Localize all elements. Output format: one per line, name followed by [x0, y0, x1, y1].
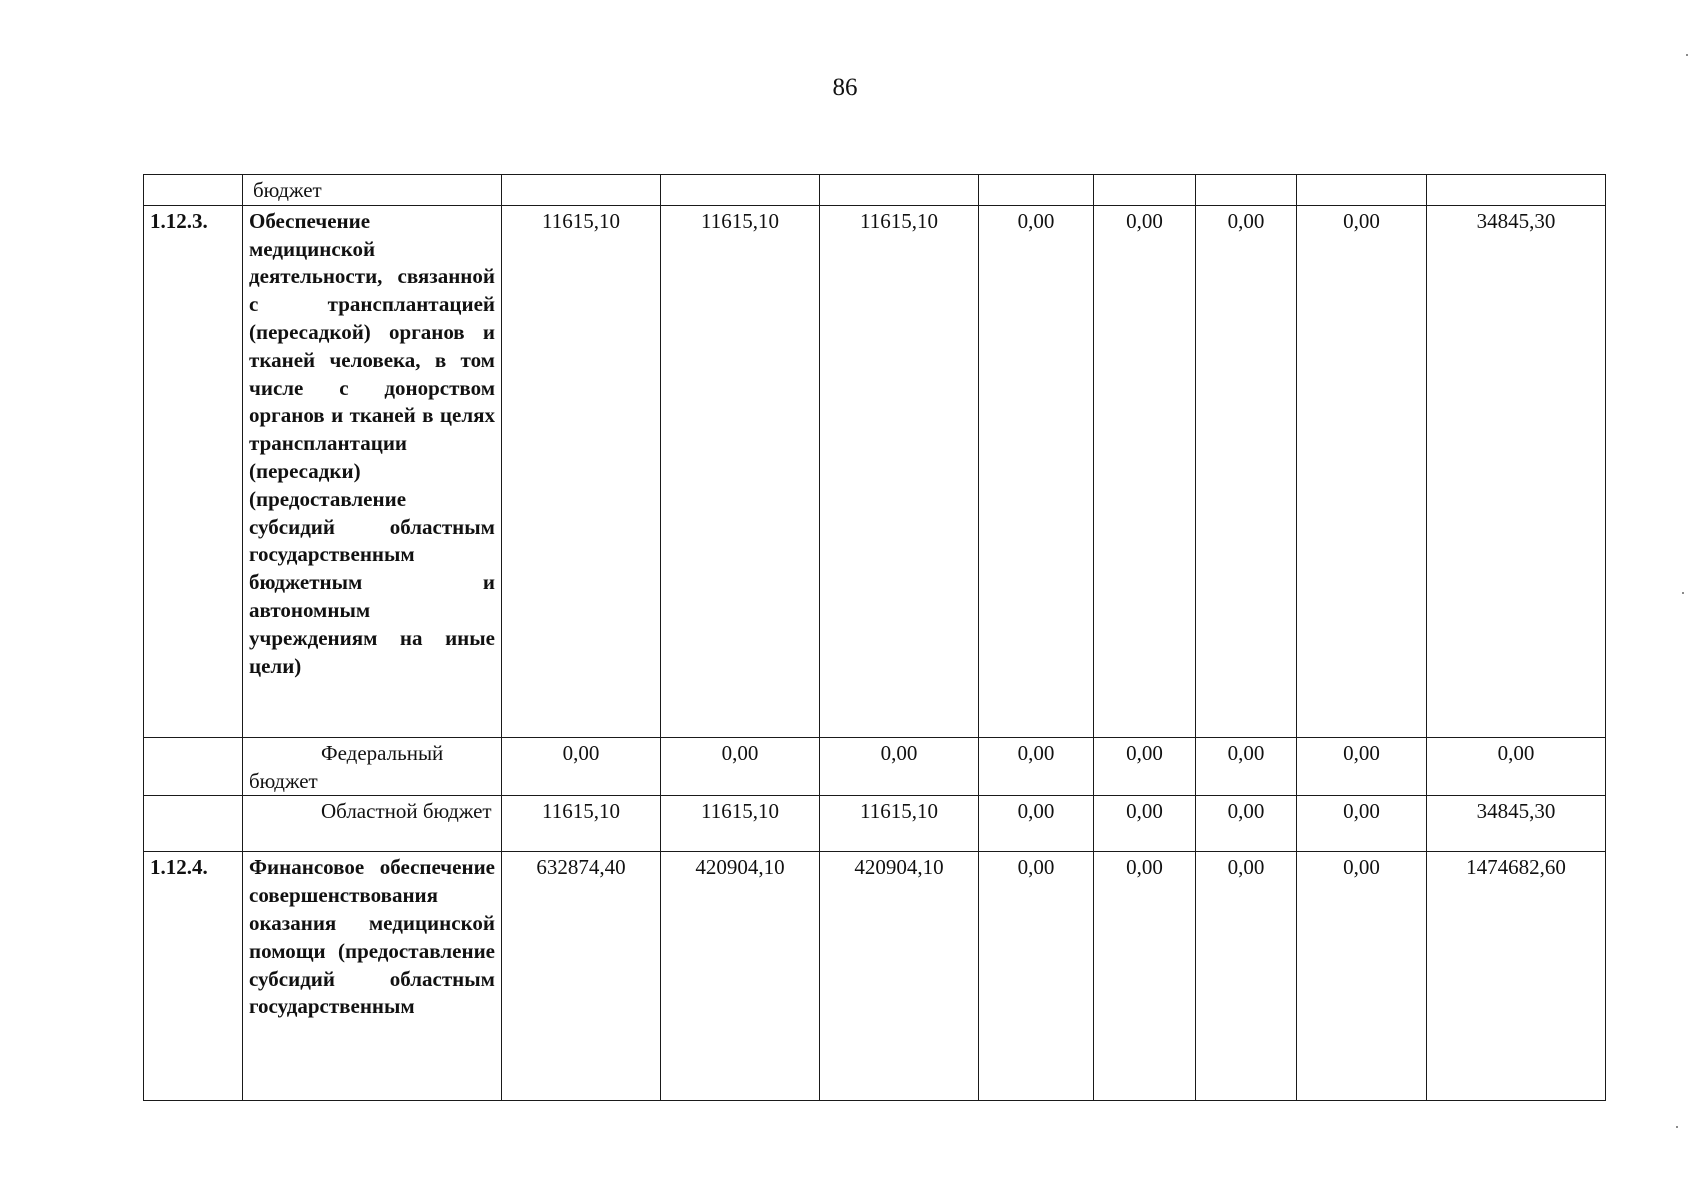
value-cell: [502, 175, 661, 206]
value-cell: 420904,10: [661, 852, 820, 1101]
row-label: Финансовое обеспечение совершенствования оказания медицинской помощи (предоставление субсидий областным государственным: [243, 852, 502, 1101]
value-cell: 0,00: [979, 205, 1094, 737]
value-cell: 1474682,60: [1427, 852, 1606, 1101]
value-cell: 0,00: [1196, 205, 1297, 737]
budget-table: [143, 174, 1606, 1101]
table-row: [144, 205, 1606, 737]
value-cell: [820, 175, 979, 206]
value-cell: 0,00: [1094, 205, 1196, 737]
row-code: [144, 175, 243, 206]
table-row: [144, 796, 1606, 852]
value-cell: 0,00: [979, 737, 1094, 796]
value-cell: [1297, 175, 1427, 206]
table-row: [144, 175, 1606, 206]
table-row: [144, 852, 1606, 1101]
value-cell: 420904,10: [820, 852, 979, 1101]
value-cell: 34845,30: [1427, 796, 1606, 852]
value-cell: 0,00: [1094, 737, 1196, 796]
value-cell: [1427, 175, 1606, 206]
row-code: [144, 737, 243, 796]
value-cell: [979, 175, 1094, 206]
row-code: 1.12.4.: [144, 852, 243, 1101]
value-cell: 0,00: [502, 737, 661, 796]
scan-speck: [1682, 592, 1684, 594]
value-cell: 632874,40: [502, 852, 661, 1101]
row-code: [144, 796, 243, 852]
scan-speck: [1686, 54, 1688, 56]
value-cell: 11615,10: [661, 796, 820, 852]
value-cell: 0,00: [1196, 796, 1297, 852]
value-cell: 11615,10: [820, 796, 979, 852]
value-cell: 0,00: [1094, 796, 1196, 852]
value-cell: [661, 175, 820, 206]
value-cell: 0,00: [1297, 852, 1427, 1101]
row-label: Федеральный бюджет: [243, 737, 502, 796]
value-cell: 11615,10: [661, 205, 820, 737]
row-code: 1.12.3.: [144, 205, 243, 737]
value-cell: 0,00: [1297, 205, 1427, 737]
value-cell: 0,00: [1427, 737, 1606, 796]
scan-speck: [1676, 1126, 1678, 1128]
value-cell: 0,00: [1297, 796, 1427, 852]
value-cell: 11615,10: [502, 205, 661, 737]
value-cell: 0,00: [1196, 852, 1297, 1101]
value-cell: 0,00: [1297, 737, 1427, 796]
row-label: бюджет: [243, 175, 502, 206]
value-cell: 0,00: [1196, 737, 1297, 796]
value-cell: 0,00: [661, 737, 820, 796]
row-label: Обеспечение медицинской деятельности, связанной с трансплантацией (пересадкой) органов и тканей человека, в том числе с донорством органов и тканей в целях трансплантации (пересадки) (предоставление субсидий областным государственным бюджетным и автономным учреждениям на иные цели): [243, 205, 502, 737]
table-row: [144, 737, 1606, 796]
value-cell: 11615,10: [502, 796, 661, 852]
value-cell: 0,00: [979, 796, 1094, 852]
value-cell: 34845,30: [1427, 205, 1606, 737]
page-number: 86: [832, 74, 858, 101]
value-cell: 11615,10: [820, 205, 979, 737]
row-label: Областной бюджет: [243, 796, 502, 852]
value-cell: 0,00: [979, 852, 1094, 1101]
value-cell: [1094, 175, 1196, 206]
value-cell: [1196, 175, 1297, 206]
value-cell: 0,00: [1094, 852, 1196, 1101]
value-cell: 0,00: [820, 737, 979, 796]
